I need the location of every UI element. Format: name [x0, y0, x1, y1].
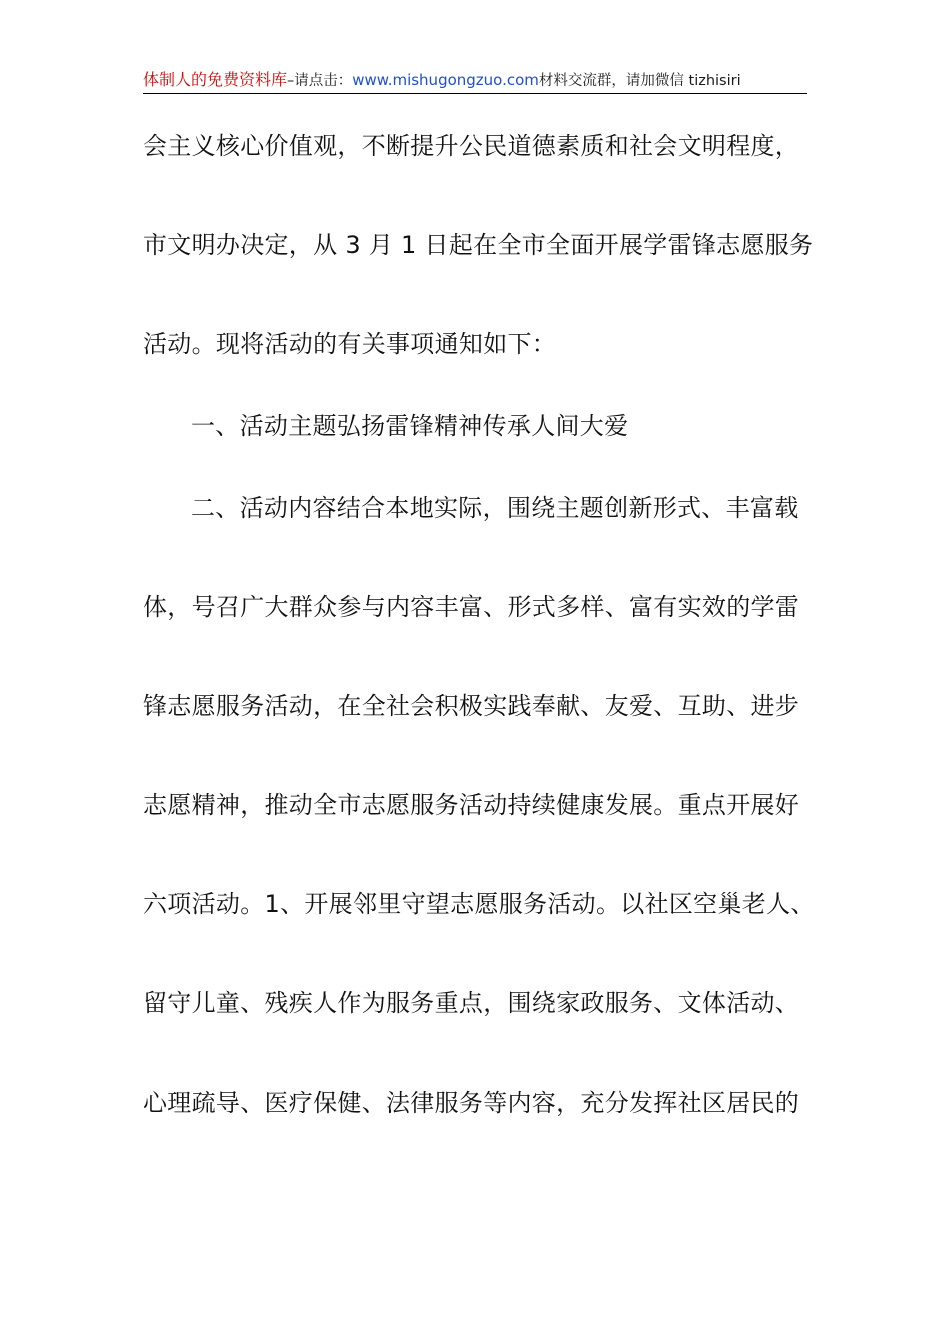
header-brand: 体制人的免费资料库	[143, 70, 288, 89]
section-heading-content: 二、活动内容结合本地实际，围绕主题创新形式、丰富载	[191, 494, 799, 522]
body-line: 体，号召广大群众参与内容丰富、形式多样、富有实效的学雷	[143, 593, 800, 621]
header-divider	[143, 93, 807, 94]
section-heading-theme: 一、活动主题弘扬雷锋精神传承人间大爱	[191, 412, 629, 440]
body-line: 会主义核心价值观，不断提升公民道德素质和社会文明程度，	[143, 132, 800, 160]
body-line: 心理疏导、医疗保健、法律服务等内容，充分发挥社区居民的	[143, 1089, 800, 1117]
page-header	[143, 70, 807, 94]
body-line: 留守儿童、残疾人作为服务重点，围绕家政服务、文体活动、	[143, 989, 800, 1017]
header-website-link[interactable]: www.mishugongzuo.com	[352, 71, 539, 89]
body-line: 锋志愿服务活动，在全社会积极实践奉献、友爱、互助、进步	[143, 692, 800, 720]
body-line: 活动。现将活动的有关事项通知如下：	[143, 330, 557, 358]
header-suffix: 材料交流群，请加微信 tizhisiri	[538, 73, 741, 89]
body-line: 志愿精神，推动全市志愿服务活动持续健康发展。重点开展好	[143, 791, 800, 819]
body-line: 六项活动。1、开展邻里守望志愿服务活动。以社区空巢老人、	[143, 890, 815, 918]
body-line: 市文明办决定，从 3 月 1 日起在全市全面开展学雷锋志愿服务	[143, 231, 814, 259]
header-prefix: –请点击：	[287, 73, 353, 89]
